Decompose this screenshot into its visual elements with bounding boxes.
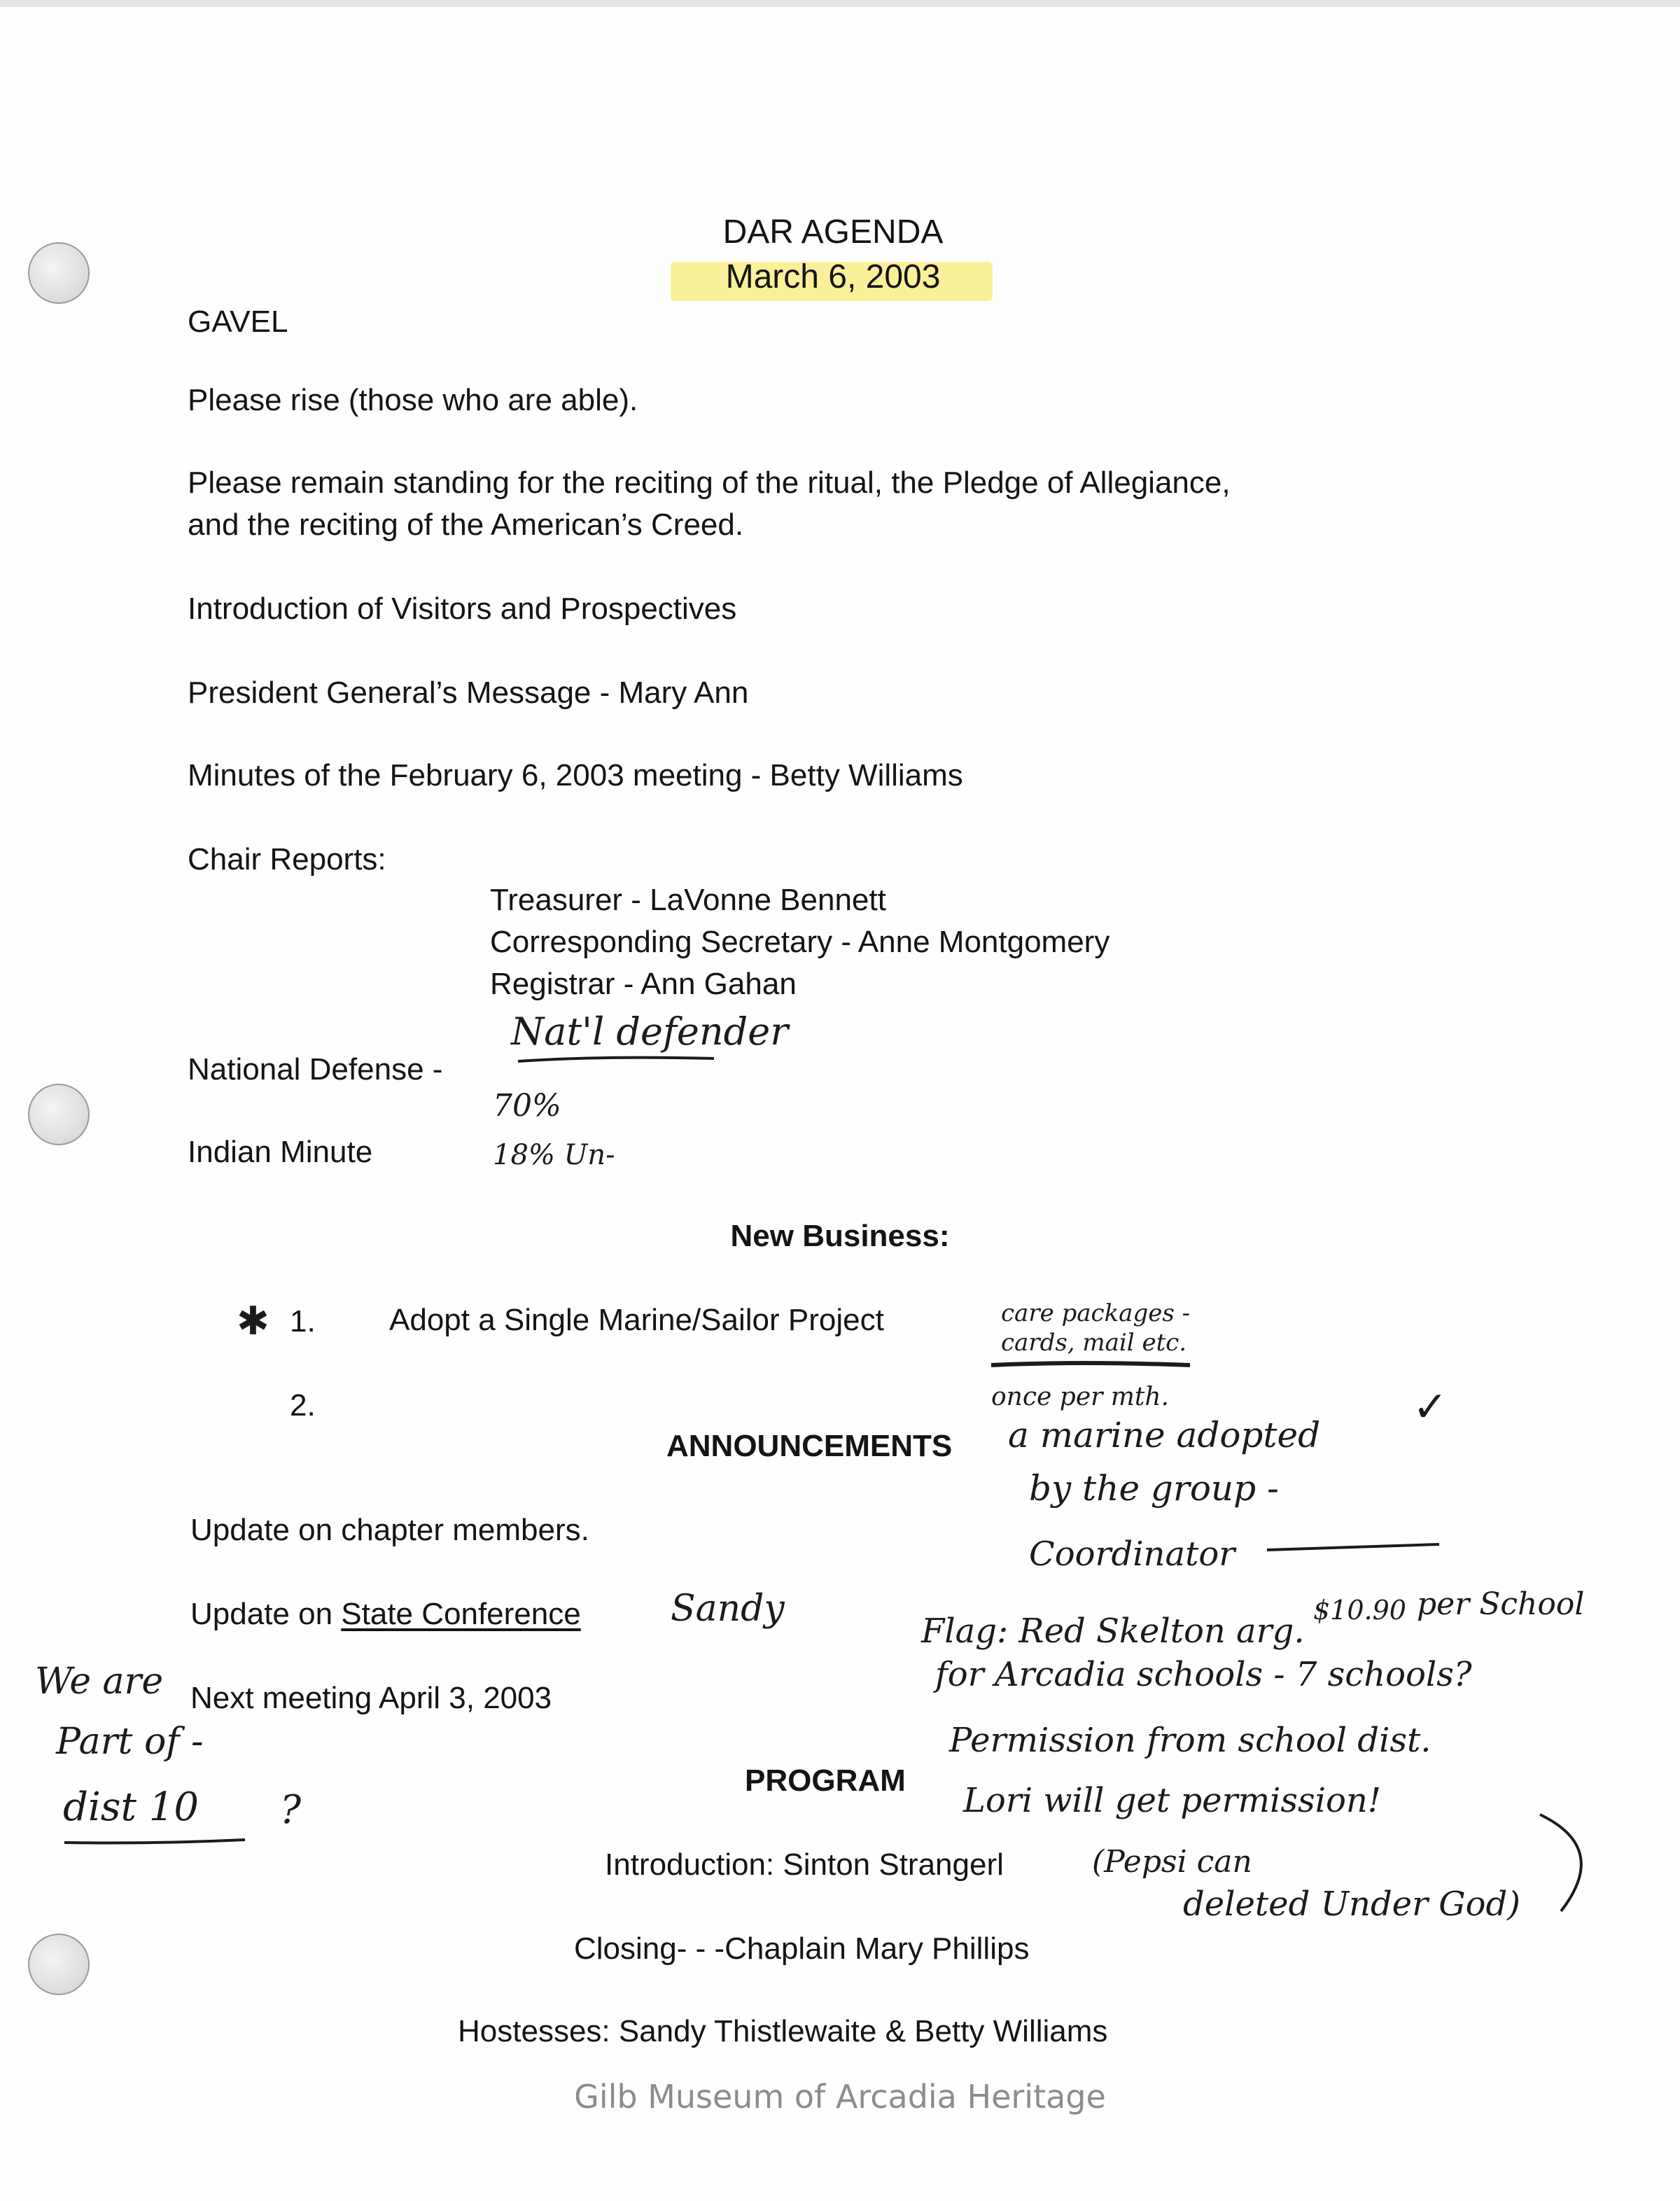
handwritten-18-percent: 18% Un- — [493, 1139, 615, 1171]
new-business-heading: New Business: — [730, 1219, 950, 1253]
new-business-item1-number: 1. — [290, 1304, 316, 1339]
handwritten-lori-permission: Lori will get permission! — [963, 1781, 1382, 1820]
chair-report-corresponding-secretary: Corresponding Secretary - Anne Montgomery — [490, 925, 1110, 959]
handwritten-we-are: We are — [35, 1661, 164, 1703]
handwritten-once-per-month: once per mth. — [991, 1383, 1170, 1411]
president-message-item: President General’s Message - Mary Ann — [188, 676, 749, 710]
handwritten-care-packages: care packages - — [1001, 1299, 1191, 1327]
handwritten-part-of: Part of - — [56, 1721, 204, 1763]
national-defense-item: National Defense - — [188, 1052, 443, 1086]
handwritten-national-defender: Nat'l defender — [511, 1009, 789, 1054]
handwritten-deleted-under-god: deleted Under God) — [1183, 1885, 1520, 1924]
remain-standing-line2: and the reciting of the American’s Creed. — [188, 508, 744, 542]
program-heading: PROGRAM — [745, 1763, 906, 1798]
new-business-item1-text: Adopt a Single Marine/Sailor Project — [389, 1303, 884, 1337]
handwritten-70-percent: 70% — [493, 1088, 561, 1124]
update-members-item: Update on chapter members. — [190, 1513, 589, 1547]
gavel-item: GAVEL — [188, 305, 288, 339]
agenda-title: DAR AGENDA — [722, 214, 944, 251]
handwritten-question-mark: ? — [280, 1787, 302, 1833]
handwritten-per-school: per School — [1417, 1586, 1585, 1622]
program-introduction: Introduction: Sinton Strangerl — [605, 1847, 1004, 1882]
new-business-item2-number: 2. — [290, 1388, 316, 1423]
museum-watermark: Gilb Museum of Arcadia Heritage — [574, 2078, 1106, 2116]
handwritten-pepsi-can: (Pepsi can — [1092, 1844, 1252, 1880]
handwritten-flag-note: Flag: Red Skelton arg. — [921, 1612, 1305, 1651]
chair-report-treasurer: Treasurer - LaVonne Bennett — [490, 883, 886, 917]
chair-report-registrar: Registrar - Ann Gahan — [490, 967, 797, 1001]
announcements-heading: ANNOUNCEMENTS — [666, 1429, 953, 1463]
remain-standing-line1: Please remain standing for the reciting of the ritual, the Pledge of Allegiance, — [188, 466, 1231, 500]
handwritten-sandy: Sandy — [671, 1588, 785, 1630]
chair-reports-label: Chair Reports: — [188, 842, 386, 876]
program-hostesses: Hostesses: Sandy Thistlewaite & Betty Williams — [458, 2014, 1108, 2048]
rise-item: Please rise (those who are able). — [188, 383, 638, 417]
indian-minute-item: Indian Minute — [188, 1135, 373, 1169]
handwritten-coordinator: Coordinator — [1029, 1535, 1236, 1574]
strike-through-stroke — [991, 1363, 1190, 1365]
handwritten-cards-mail: cards, mail etc. — [1001, 1329, 1187, 1357]
handwritten-dist-10: dist 10 — [63, 1784, 200, 1830]
state-conference-text: State Conference — [341, 1597, 581, 1631]
nd-underline-stroke — [518, 1058, 714, 1061]
handwritten-by-the-group: by the group - — [1029, 1468, 1279, 1509]
handwritten-permission-district: Permission from school dist. — [949, 1721, 1432, 1760]
handwritten-flag-price: $10.90 — [1313, 1595, 1406, 1626]
handwritten-check-mark: ✓ — [1413, 1383, 1448, 1432]
dist-underline-stroke — [64, 1840, 245, 1843]
handwritten-marine-adopted: a marine adopted — [1008, 1415, 1321, 1455]
coordinator-line-stroke — [1267, 1544, 1439, 1550]
pepsi-bracket-stroke — [1540, 1815, 1581, 1911]
visitors-item: Introduction of Visitors and Prospectives — [188, 592, 737, 626]
agenda-date: March 6, 2003 — [725, 258, 941, 295]
handwritten-star: ✱ — [237, 1299, 270, 1344]
program-closing: Closing- - -Chaplain Mary Phillips — [574, 1931, 1030, 1966]
update-conference-prefix: Update on — [190, 1597, 342, 1631]
minutes-item: Minutes of the February 6, 2003 meeting - Betty Williams — [188, 758, 963, 792]
handwritten-arcadia-schools: for Arcadia schools - 7 schools? — [935, 1655, 1472, 1694]
next-meeting-item: Next meeting April 3, 2003 — [190, 1681, 552, 1715]
